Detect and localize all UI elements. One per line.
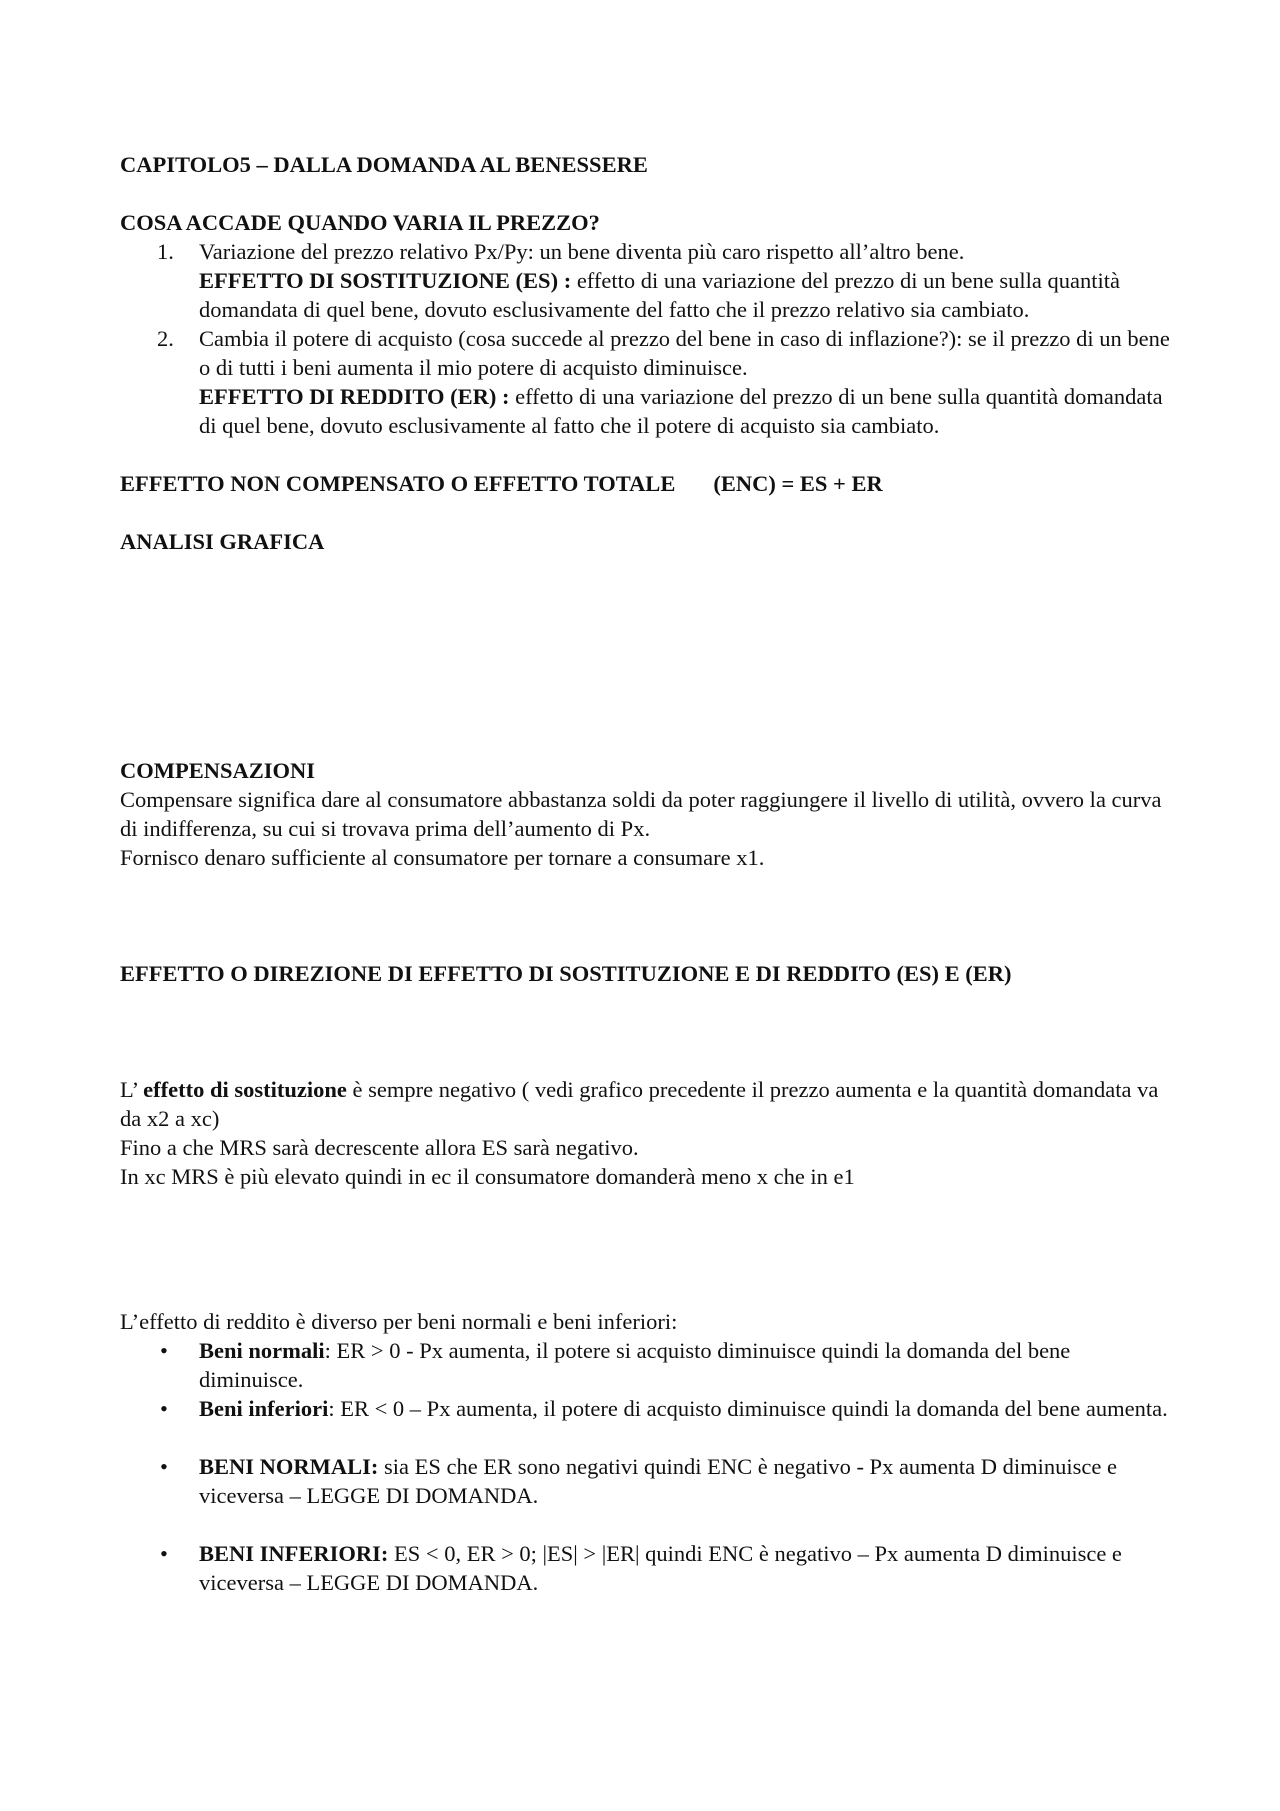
text-span: L’	[120, 1077, 144, 1102]
list-item-text: Variazione del prezzo relativo Px/Py: un bene diventa più caro rispetto all’altro bene.	[199, 239, 965, 264]
list-item	[120, 1394, 1170, 1423]
list-item	[120, 324, 1170, 440]
document-page	[120, 150, 1170, 1597]
goods-summary-list-2	[120, 1539, 1170, 1597]
compensation-paragraph: Compensare significa dare al consumatore abbastanza soldi da poter raggiungere il livello di utilità, ovvero la curva di indifferenza, su cui si trovava prima dell’aumento di Px.	[120, 787, 1162, 841]
bold-term: Beni inferiori	[199, 1396, 329, 1421]
bullet-icon: •	[160, 1338, 168, 1363]
price-change-list	[120, 237, 1170, 440]
list-item-term: EFFETTO DI REDDITO (ER) :	[199, 384, 510, 409]
list-item	[120, 237, 1170, 324]
bullet-icon: •	[160, 1454, 168, 1479]
substitution-paragraph	[120, 1075, 1170, 1133]
compensation-heading: COMPENSAZIONI	[120, 758, 316, 783]
list-item	[120, 1539, 1170, 1597]
list-item-definition: effetto di una variazione del prezzo di un bene sulla quantità domandata di quel bene, dovuto esclusivamente del fatto che il prezzo relativo sia cambiato.	[199, 268, 1120, 322]
list-number: 2.	[157, 326, 174, 351]
goods-list	[120, 1336, 1170, 1423]
enc-formula: (ENC) = ES + ER	[713, 471, 883, 496]
list-number: 1.	[157, 239, 174, 264]
text-span: : ER > 0 - Px aumenta, il potere si acquisto diminuisce quindi la domanda del bene diminuisce.	[199, 1338, 1071, 1392]
text-span: ES < 0, ER > 0; |ES| > |ER| quindi ENC è negativo – Px aumenta D diminuisce e viceversa – LEGGE DI DOMANDA.	[199, 1541, 1122, 1595]
bullet-icon: •	[160, 1396, 168, 1421]
substitution-paragraph-2: Fino a che MRS sarà decrescente allora ES sarà negativo.	[120, 1135, 639, 1160]
bold-term: effetto di sostituzione	[143, 1077, 347, 1102]
text-span: sia ES che ER sono negativi quindi ENC è negativo - Px aumenta D diminuisce e viceversa – LEGGE DI DOMANDA.	[199, 1454, 1118, 1508]
substitution-paragraph-3: In xc MRS è più elevato quindi in ec il consumatore domanderà meno x che in e1	[120, 1164, 855, 1189]
text-span: : ER < 0 – Px aumenta, il potere di acquisto diminuisce quindi la domanda del bene aumenta.	[328, 1396, 1168, 1421]
question-heading: COSA ACCADE QUANDO VARIA IL PREZZO?	[120, 210, 600, 235]
compensation-paragraph-2: Fornisco denaro sufficiente al consumatore per tornare a consumare x1.	[120, 845, 765, 870]
list-item-term: EFFETTO DI SOSTITUZIONE (ES) :	[199, 268, 572, 293]
direction-heading: EFFETTO O DIREZIONE DI EFFETTO DI SOSTITUZIONE E DI REDDITO (ES) E (ER)	[120, 961, 1012, 986]
bold-term: BENI INFERIORI:	[199, 1541, 389, 1566]
bold-term: BENI NORMALI:	[199, 1454, 379, 1479]
list-item-definition: effetto di una variazione del prezzo di un bene sulla quantità domandata di quel bene, dovuto esclusivamente al fatto che il potere di acquisto sia cambiato.	[199, 384, 1163, 438]
analysis-heading: ANALISI GRAFICA	[120, 529, 325, 554]
goods-summary-list	[120, 1452, 1170, 1510]
chapter-title: CAPITOLO5 – DALLA DOMANDA AL BENESSERE	[120, 152, 648, 177]
enc-label: EFFETTO NON COMPENSATO O EFFETTO TOTALE	[120, 471, 676, 496]
enc-heading	[120, 469, 1170, 498]
list-item	[120, 1336, 1170, 1394]
bullet-icon: •	[160, 1541, 168, 1566]
list-item	[120, 1452, 1170, 1510]
graph-space	[120, 556, 1170, 756]
list-item-text: Cambia il potere di acquisto (cosa succede al prezzo del bene in caso di inflazione?): se il prezzo di un bene o di tutti i beni aumenta il mio potere di acquisto diminuisce.	[199, 326, 1170, 380]
income-effect-intro: L’effetto di reddito è diverso per beni normali e beni inferiori:	[120, 1309, 678, 1334]
text-span: è sempre negativo ( vedi grafico precedente il prezzo aumenta e la quantità domandata va da x2 a xc)	[120, 1077, 1159, 1131]
bold-term: Beni normali	[199, 1338, 325, 1363]
